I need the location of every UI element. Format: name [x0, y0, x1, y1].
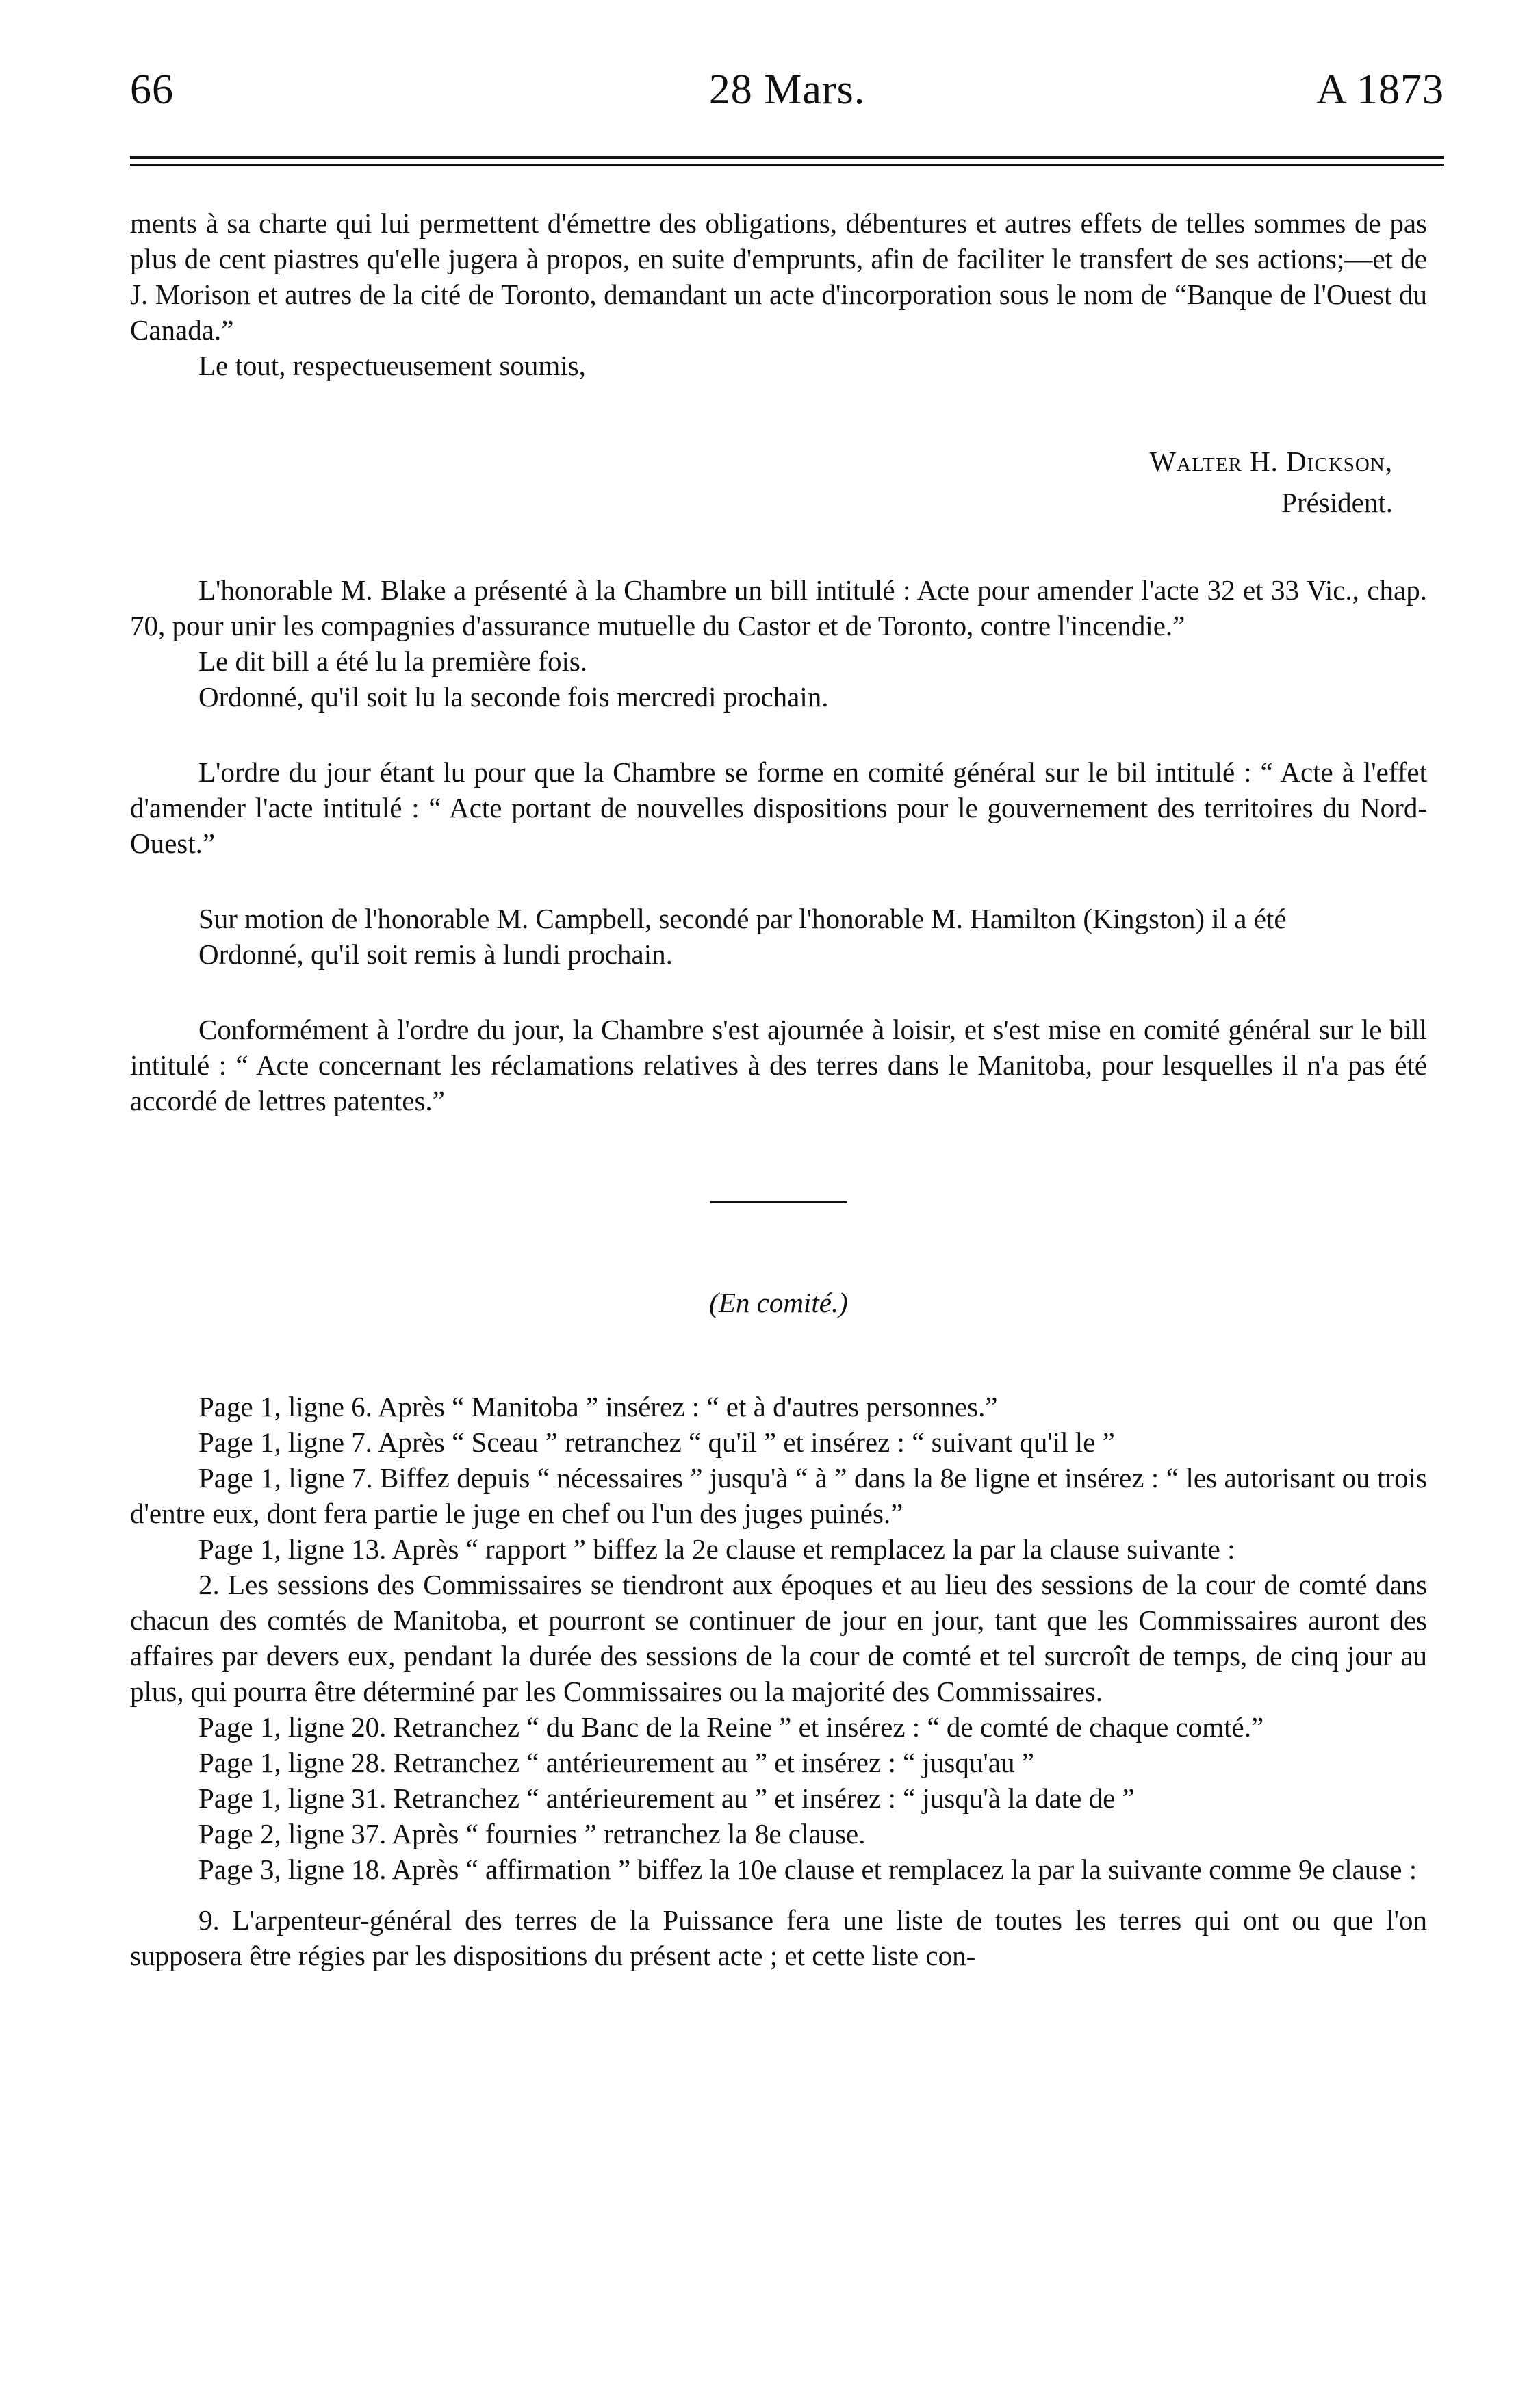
signature-block: [130, 441, 1427, 523]
header-rule-thick: [130, 156, 1444, 159]
amendment-2: Page 1, ligne 7. Après “ Sceau ” retranchez “ qu'il ” et insérez : “ suivant qu'il le ”: [198, 1426, 1115, 1458]
section-divider: [710, 1201, 847, 1203]
header-rule-thin: [130, 164, 1444, 166]
paragraph-closing: Le tout, respectueusement soumis,: [198, 350, 586, 381]
page-number: 66: [130, 66, 174, 113]
amendment-5: Page 1, ligne 20. Retranchez “ du Banc de la Reine ” et insérez : “ de comté de chaque comté.”: [198, 1711, 1264, 1743]
amendment-6: Page 1, ligne 28. Retranchez “ antérieurement au ” et insérez : “ jusqu'au ”: [198, 1747, 1034, 1778]
signature-title: Président.: [1281, 487, 1393, 518]
amendment-4: Page 1, ligne 13. Après “ rapport ” biffez la 2e clause et remplacez la par la clause suivante :: [198, 1533, 1235, 1565]
clause-2-text: 2. Les sessions des Commissaires se tiendront aux époques et au lieu des sessions de la cour de comté dans chacun des comtés de Manitoba, et pourront se continuer de jour en jour, tant que les Commissaires auront des affaires par devers eux, pendant la durée des sessions de la cour de comté et tel surcroît de temps, de cinq jour au plus, qui pourra être déterminé par les Commissaires ou la majorité des Commissaires.: [130, 1569, 1427, 1707]
amendment-1: Page 1, ligne 6. Après “ Manitoba ” insérez : “ et à d'autres personnes.”: [198, 1391, 998, 1422]
amendment-3: Page 1, ligne 7. Biffez depuis “ nécessaires ” jusqu'à “ à ” dans la 8e ligne et insérez : “ les autorisant ou trois d'entre eux, dont fera partie le juge en chef ou l'un des juges puinés.”: [130, 1462, 1427, 1529]
paragraph-motion: Sur motion de l'honorable M. Campbell, secondé par l'honorable M. Hamilton (Kingston) il a été: [198, 903, 1287, 934]
amendment-9: Page 3, ligne 18. Après “ affirmation ” biffez la 10e clause et remplacez la par la suivante comme 9e clause :: [198, 1854, 1417, 1885]
header-date: 28 Mars.: [708, 66, 866, 113]
en-comite-heading: (En comité.): [709, 1287, 848, 1318]
paragraph-ordre-du-jour: L'ordre du jour étant lu pour que la Chambre se forme en comité général sur le bil intitulé : “ Acte à l'effet d'amender l'acte intitulé : “ Acte portant de nouvelles dispositions pour le gouvernement des territoires du Nord-Ouest.”: [130, 756, 1427, 859]
page-body: [130, 205, 1427, 1973]
clause-9-text: 9. L'arpenteur-général des terres de la Puissance fera une liste de toutes les terres qui ont ou que l'on supposera être régies par les dispositions du présent acte ; et cette liste con-: [130, 1904, 1427, 1971]
paragraph-continuation: ments à sa charte qui lui permettent d'émettre des obligations, débentures et autres effets de telles sommes de pas plus de cent piastres qu'elle jugera à propos, en suite d'emprunts, afin de faciliter le transfert de ses actions;—et de J. Morison et autres de la cité de Toronto, demandant un acte d'incorporation sous le nom de “Banque de l'Ouest du Canada.”: [130, 207, 1427, 346]
amendment-8: Page 2, ligne 37. Après “ fournies ” retranchez la 8e clause.: [198, 1818, 866, 1849]
paragraph-first-reading: Le dit bill a été lu la première fois.: [198, 645, 588, 677]
paragraph-ordonne-2: Ordonné, qu'il soit remis à lundi prochain.: [198, 938, 673, 970]
header-year: A 1873: [1316, 66, 1444, 113]
amendment-7: Page 1, ligne 31. Retranchez “ antérieurement au ” et insérez : “ jusqu'à la date de ”: [198, 1782, 1135, 1814]
signature-name: Walter H. Dickson,: [1149, 446, 1393, 477]
paragraph-ordonne-1: Ordonné, qu'il soit lu la seconde fois mercredi prochain.: [198, 681, 829, 713]
paragraph-bill-blake: L'honorable M. Blake a présenté à la Chambre un bill intitulé : Acte pour amender l'acte 32 et 33 Vic., chap. 70, pour unir les compagnies d'assurance mutuelle du Castor et de Toronto, contre l'incendie.”: [130, 574, 1427, 641]
page-header: [130, 66, 1444, 134]
paragraph-conformement: Conformément à l'ordre du jour, la Chambre s'est ajournée à loisir, et s'est mise en comité général sur le bill intitulé : “ Acte concernant les réclamations relatives à des terres dans le Manitoba, pour lesquelles il n'a pas été accordé de lettres patentes.”: [130, 1014, 1427, 1116]
